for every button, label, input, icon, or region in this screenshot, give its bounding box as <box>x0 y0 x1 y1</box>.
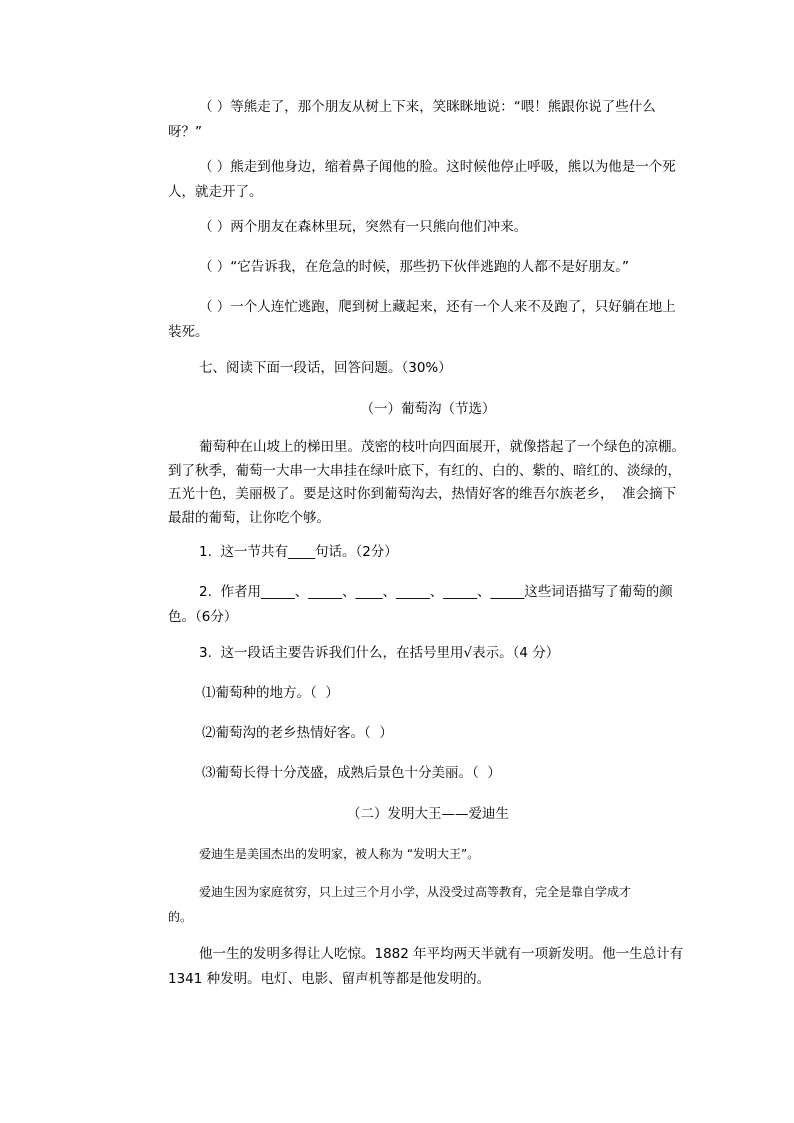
ordering-item-4: （ ）“它告诉我，在危急的时候，那些扔下伙伴逃跑的人都不是好朋友。” <box>199 259 630 275</box>
passage-1-text: 葡萄种在山坡上的梯田里。茂密的枝叶向四面展开，就像搭起了一个绿色的凉棚。到了秋季，葡萄一大串一大串挂在绿叶底下，有红的、白的、紫的、暗红的、淡绿的，五光十色，美丽极了。要是这时你到葡萄沟去，热情好客的维吾尔族老乡， 准会摘下最甜的葡萄，让你吃个够。 <box>168 439 685 526</box>
question-2: 2. 作者用_____、_____、____、_____、_____、_____这些词语描写了葡萄的颜色。（6分） <box>168 584 673 625</box>
passage-2-title: （二）发明大王——爱迪生 <box>347 806 509 822</box>
passage-2-paragraph-2: 爱迪生因为家庭贫穷，只上过三个月小学，从没受过高等教育，完全是靠自学成才的。 <box>168 885 632 924</box>
ordering-item-3: （ ）两个朋友在森林里玩，突然有一只熊向他们冲来。 <box>199 219 528 235</box>
ordering-item-1: （ ）等熊走了，那个朋友从树上下来，笑眯眯地说：“喂！熊跟你说了些什么呀？” <box>168 99 656 140</box>
option-3: ⑶葡萄长得十分茂盛，成熟后景色十分美丽。（ ） <box>202 765 501 781</box>
question-3: 3. 这一段话主要告诉我们什么，在括号里用√表示。（4 分） <box>199 645 560 661</box>
ordering-item-5: （ ）一个人连忙逃跑，爬到树上藏起来，还有一个人来不及跑了，只好躺在地上装死。 <box>168 299 676 340</box>
option-1: ⑴葡萄种的地方。（ ） <box>202 685 339 701</box>
passage-2-paragraph-1: 爱迪生是美国杰出的发明家，被人称为 “发明大王”。 <box>199 847 480 861</box>
ordering-item-2: （ ）熊走到他身边，缩着鼻子闻他的脸。这时候他停止呼吸，熊以为他是一个死人，就走开了。 <box>168 159 676 200</box>
passage-2-paragraph-3: 他一生的发明多得让人吃惊。1882 年平均两天半就有一项新发明。他一生总计有 1341 种发明。电灯、电影、留声机等都是他发明的。 <box>168 946 688 987</box>
option-2: ⑵葡萄沟的老乡热情好客。（ ） <box>202 725 393 741</box>
section-7-heading: 七、阅读下面一段话，回答问题。（30%） <box>199 360 452 376</box>
passage-1-title: （一）葡萄沟（节选） <box>360 401 496 417</box>
question-1: 1. 这一节共有____句话。（2分） <box>199 544 398 560</box>
